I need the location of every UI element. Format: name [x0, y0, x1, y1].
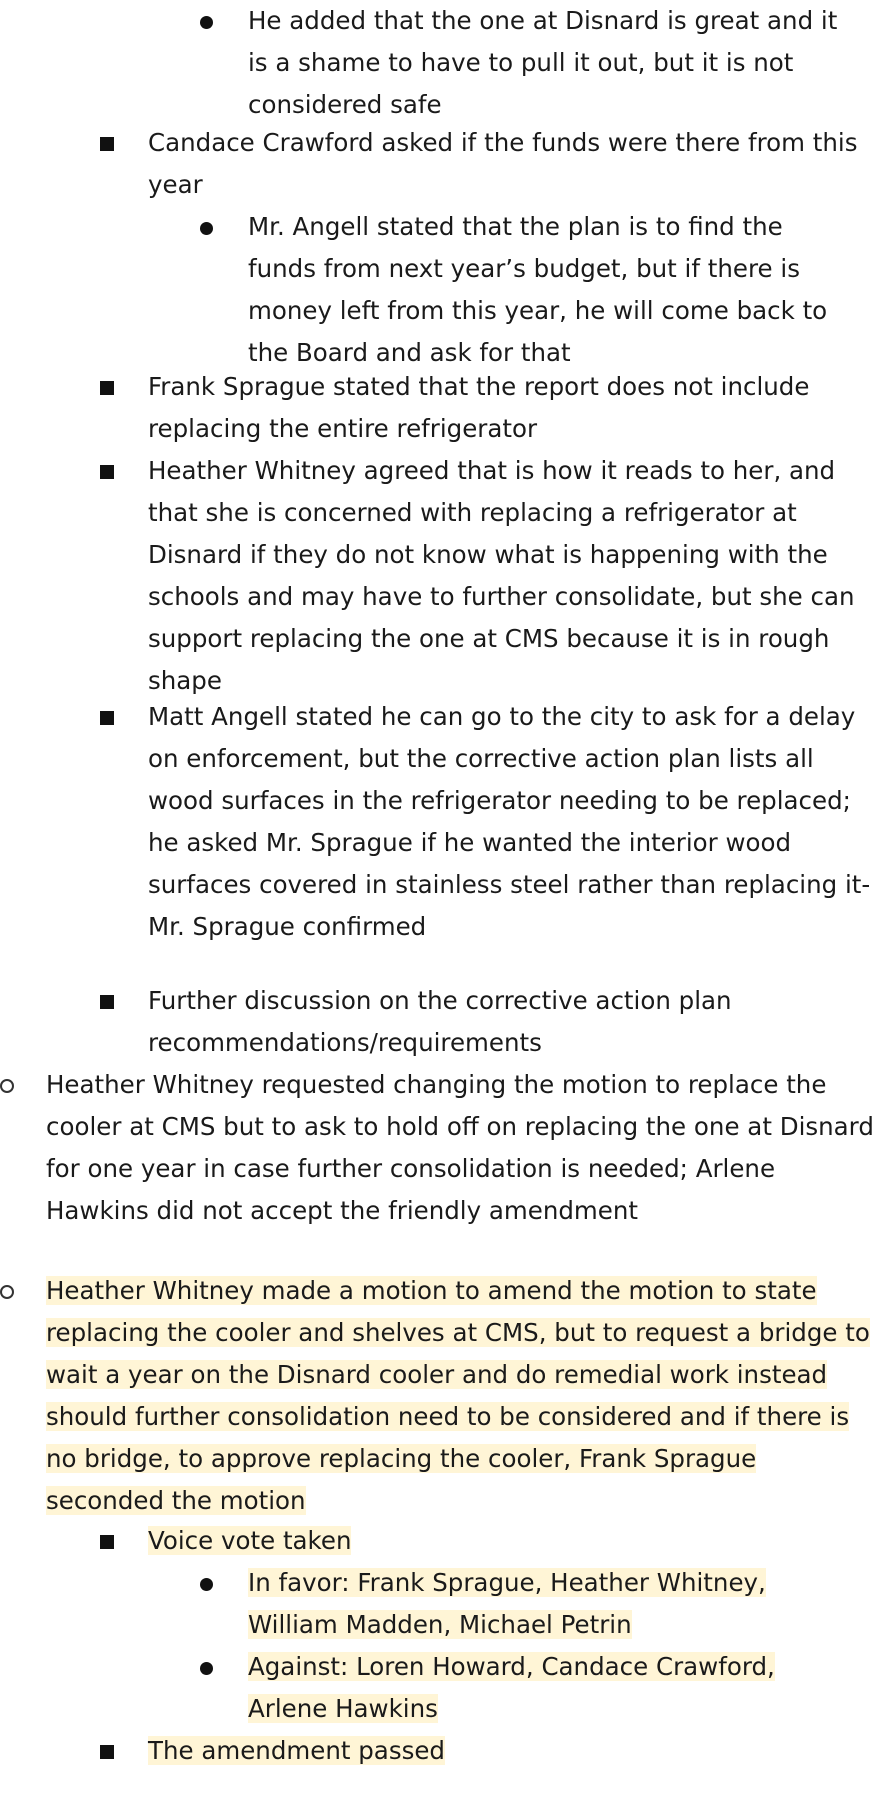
list-item-highlighted — [148, 1520, 876, 1562]
list-item-text: He added that the one at Disnard is great and it is a shame to have to pull it out, but it is not considered safe — [248, 6, 838, 119]
square-bullet-icon — [100, 980, 114, 1022]
list-item — [148, 122, 876, 206]
filled-circle-bullet-icon — [200, 1562, 213, 1604]
list-item — [248, 206, 858, 374]
list-item-text: Heather Whitney made a motion to amend the motion to state replacing the cooler and shelves at CMS, but to request a bridge to wait a year on the Disnard cooler and do remedial work instead should further consolidation need to be considered and if there is no bridge, to approve replacing the cooler, Frank Sprague seconded the motion — [46, 1276, 870, 1515]
filled-circle-bullet-icon — [200, 1646, 213, 1688]
list-item-text: Against: Loren Howard, Candace Crawford, Arlene Hawkins — [248, 1652, 775, 1723]
square-bullet-icon — [100, 122, 114, 164]
list-item-text: Candace Crawford asked if the funds were there from this year — [148, 128, 858, 199]
square-bullet-icon — [100, 1520, 114, 1562]
square-bullet-icon — [100, 696, 114, 738]
square-bullet-icon — [100, 450, 114, 492]
list-item-highlighted — [148, 1730, 876, 1772]
list-item-highlighted — [248, 1562, 858, 1646]
list-item-text: In favor: Frank Sprague, Heather Whitney, William Madden, Michael Petrin — [248, 1568, 766, 1639]
list-item-text: Frank Sprague stated that the report does not include replacing the entire refrigerator — [148, 372, 810, 443]
list-item-text: Voice vote taken — [148, 1526, 352, 1555]
list-item-text: The amendment passed — [148, 1736, 445, 1765]
list-item — [148, 980, 876, 1064]
filled-circle-bullet-icon — [200, 206, 213, 248]
hollow-circle-bullet-icon — [0, 1270, 14, 1312]
list-item — [148, 450, 876, 702]
list-item — [148, 696, 876, 948]
list-item — [248, 0, 858, 126]
hollow-circle-bullet-icon — [0, 1064, 14, 1106]
list-item — [46, 1064, 876, 1232]
filled-circle-bullet-icon — [200, 0, 213, 42]
list-item-text: Matt Angell stated he can go to the city to ask for a delay on enforcement, but the corrective action plan lists all wood surfaces in the refrigerator needing to be replaced; he asked Mr. Sprague if he wanted the interior wood surfaces covered in stainless steel rather than replacing it- Mr. Sprague confirmed — [148, 702, 871, 941]
list-item-text: Heather Whitney agreed that is how it reads to her, and that she is concerned with replacing a refrigerator at Disnard if they do not know what is happening with the schools and may have to further consolidate, but she can support replacing the one at CMS because it is in rough shape — [148, 456, 855, 695]
list-item-highlighted — [248, 1646, 858, 1730]
list-item-text: Further discussion on the corrective action plan recommendations/requirements — [148, 986, 732, 1057]
list-item — [148, 366, 876, 450]
square-bullet-icon — [100, 366, 114, 408]
list-item-text: Mr. Angell stated that the plan is to find the funds from next year’s budget, but if there is money left from this year, he will come back to the Board and ask for that — [248, 212, 828, 367]
square-bullet-icon — [100, 1730, 114, 1772]
list-item-text: Heather Whitney requested changing the motion to replace the cooler at CMS but to ask to hold off on replacing the one at Disnard for one year in case further consolidation is needed; Arlene Hawkins did not accept the friendly amendment — [46, 1070, 874, 1225]
list-item-highlighted — [46, 1270, 876, 1522]
